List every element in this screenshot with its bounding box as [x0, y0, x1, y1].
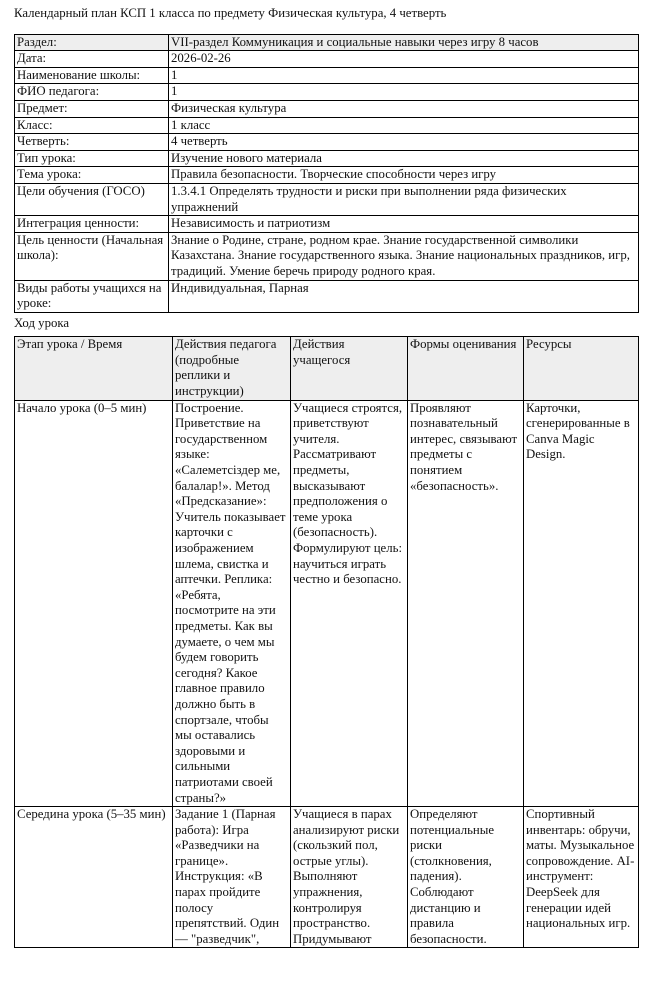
- info-value: Независимость и патриотизм: [169, 216, 639, 233]
- lesson-plan-table: [14, 336, 639, 948]
- info-value: 1 класс: [169, 117, 639, 134]
- info-value: Изучение нового материала: [169, 150, 639, 167]
- column-header-resources: Ресурсы: [524, 337, 639, 400]
- lesson-table-header-row: [15, 337, 639, 400]
- column-header-assessment: Формы оценивания: [408, 337, 524, 400]
- stage-cell: Начало урока (0–5 мин): [15, 400, 173, 806]
- info-value: Физическая культура: [169, 100, 639, 117]
- info-row-quarter: [15, 134, 639, 151]
- info-row-values-integration: [15, 216, 639, 233]
- info-label: Цель ценности (Начальная школа):: [15, 232, 169, 280]
- info-row-lesson-type: [15, 150, 639, 167]
- info-label: Четверть:: [15, 134, 169, 151]
- info-label: ФИО педагога:: [15, 84, 169, 101]
- info-label: Тема урока:: [15, 167, 169, 184]
- column-header-stage: Этап урока / Время: [15, 337, 173, 400]
- stage-cell: Середина урока (5–35 мин): [15, 807, 173, 948]
- info-label: Тип урока:: [15, 150, 169, 167]
- info-label: Виды работы учащихся на уроке:: [15, 280, 169, 312]
- teacher-actions-cell: Задание 1 (Парная работа): Игра «Разведчики на границе». Инструкция: «В парах пройдите полосу препятствий. Один — "разведчик",: [173, 807, 291, 948]
- info-row-subject: [15, 100, 639, 117]
- info-value: 2026-02-26: [169, 51, 639, 68]
- info-row-teacher-name: [15, 84, 639, 101]
- student-actions-cell: Учащиеся в парах анализируют риски (скользкий пол, острые углы). Выполняют упражнения, контролируя пространство. Придумывают: [291, 807, 408, 948]
- info-value: 1.3.4.1 Определять трудности и риски при выполнении ряда физических упражнений: [169, 183, 639, 215]
- info-row-work-types: [15, 280, 639, 312]
- lesson-row-middle: [15, 807, 639, 948]
- info-row-razdel: [15, 34, 639, 51]
- info-value: 4 четверть: [169, 134, 639, 151]
- info-row-school: [15, 67, 639, 84]
- column-header-teacher-actions: Действия педагога (подробные реплики и инструкции): [173, 337, 291, 400]
- student-actions-cell: Учащиеся строятся, приветствуют учителя. Рассматривают предметы, высказывают предположения о теме урока (безопасность). Формулируют цель: научиться играть честно и безопасно.: [291, 400, 408, 806]
- info-label: Дата:: [15, 51, 169, 68]
- info-row-lesson-topic: [15, 167, 639, 184]
- info-label: Наименование школы:: [15, 67, 169, 84]
- info-value: Правила безопасности. Творческие способности через игру: [169, 167, 639, 184]
- info-row-goals: [15, 183, 639, 215]
- column-header-student-actions: Действия учащегося: [291, 337, 408, 400]
- info-label: Раздел:: [15, 34, 169, 51]
- teacher-actions-cell: Построение. Приветствие на государственном языке: «Салеметсіздер ме, балалар!». Метод «Предсказание»: Учитель показывает карточки с изображением шлема, свистка и аптечки. Реплика: «Ребята, посмотрите на эти предметы. Как вы думаете, о чем мы будем говорить сегодня? Какое главное правило должно быть в спортзале, чтобы мы оставались здоровыми и сильными патриотами своей страны?»: [173, 400, 291, 806]
- info-row-value-goal: [15, 232, 639, 280]
- lesson-row-start: [15, 400, 639, 806]
- section-heading: Ход урока: [14, 315, 70, 330]
- info-label: Цели обучения (ГОСО): [15, 183, 169, 215]
- info-label: Класс:: [15, 117, 169, 134]
- info-value: VII-раздел Коммуникация и социальные навыки через игру 8 часов: [169, 34, 639, 51]
- assessment-cell: Определяют потенциальные риски (столкновения, падения). Соблюдают дистанцию и правила безопасности.: [408, 807, 524, 948]
- info-value: 1: [169, 67, 639, 84]
- info-label: Интеграция ценности:: [15, 216, 169, 233]
- info-value: Индивидуальная, Парная: [169, 280, 639, 312]
- assessment-cell: Проявляют познавательный интерес, связывают предметы с понятием «безопасность».: [408, 400, 524, 806]
- info-value: Знание о Родине, стране, родном крае. Знание государственной символики Казахстана. Знание государственного языка. Знание национальных праздников, игр, традиций. Умение беречь природу родного края.: [169, 232, 639, 280]
- info-label: Предмет:: [15, 100, 169, 117]
- resources-cell: Карточки, сгенерированные в Canva Magic Design.: [524, 400, 639, 806]
- info-value: 1: [169, 84, 639, 101]
- lesson-info-table: [14, 34, 639, 313]
- info-row-class: [15, 117, 639, 134]
- resources-cell: Спортивный инвентарь: обручи, маты. Музыкальное сопровождение. AI-инструмент: DeepSeek для генерации идей национальных игр.: [524, 807, 639, 948]
- info-row-date: [15, 51, 639, 68]
- page-title: Календарный план КСП 1 класса по предмету Физическая культура, 4 четверть: [14, 6, 447, 20]
